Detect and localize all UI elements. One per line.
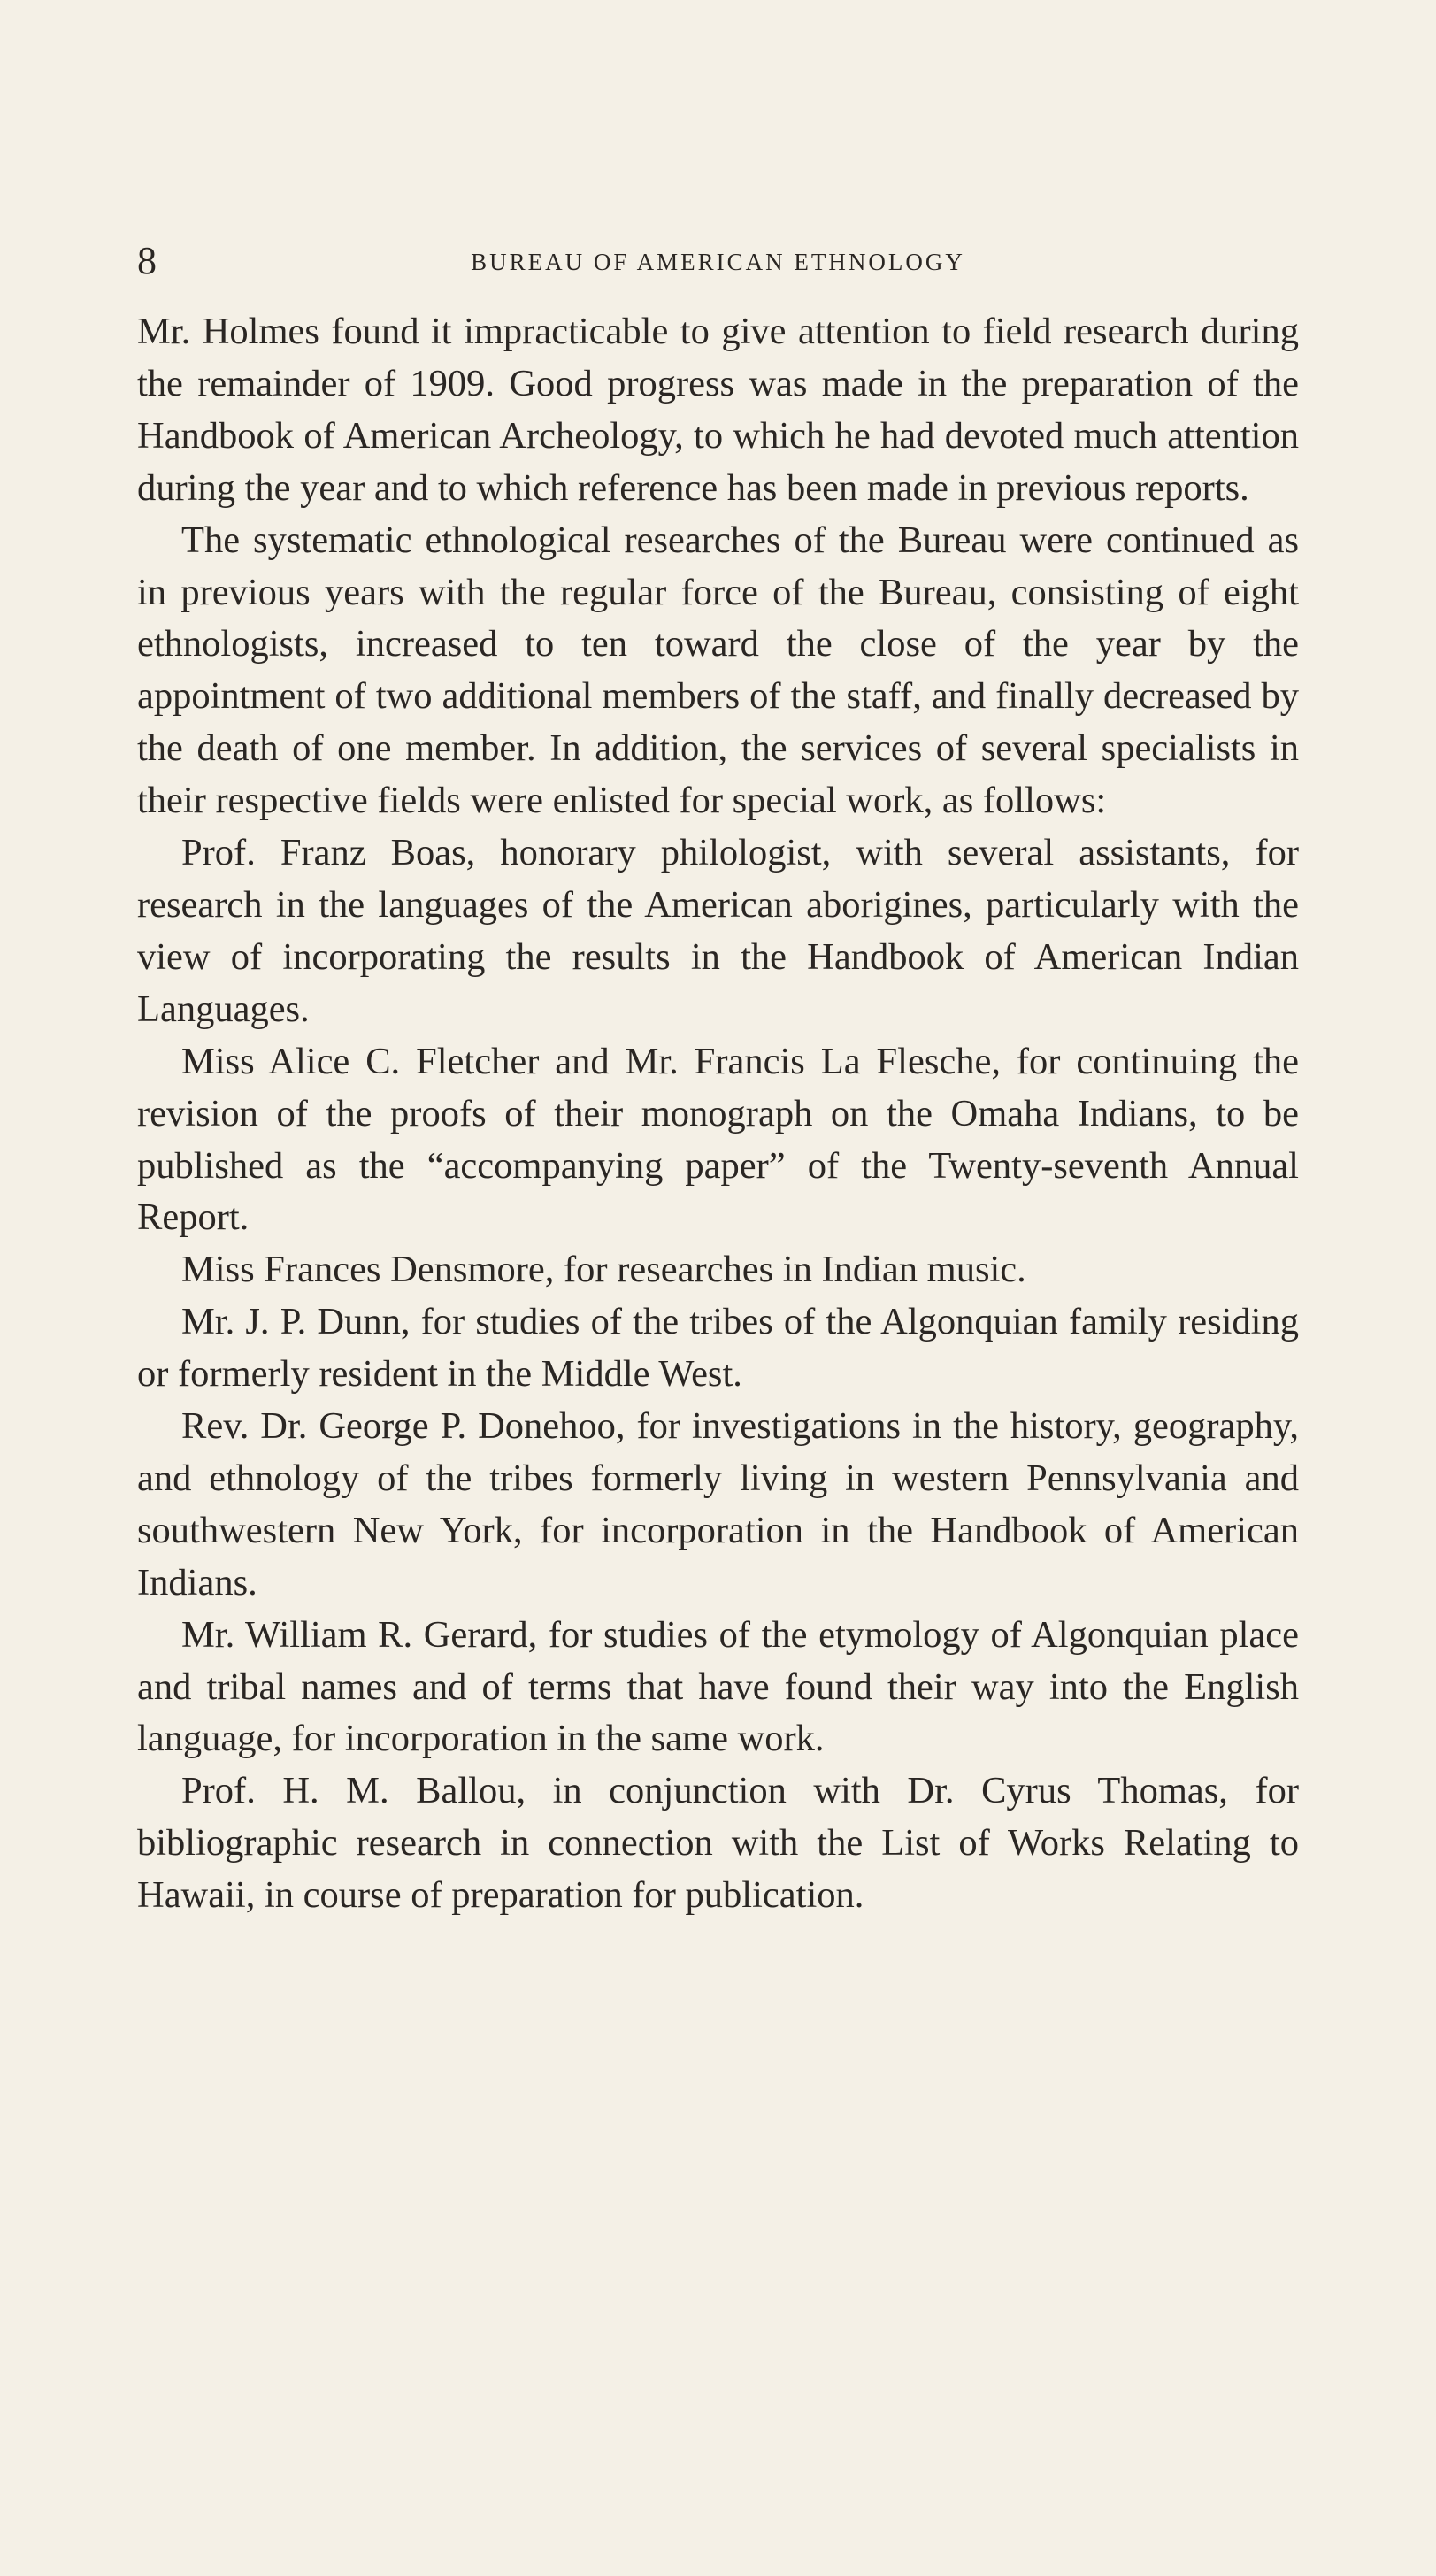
running-title: BUREAU OF AMERICAN ETHNOLOGY (471, 249, 965, 275)
page-number: 8 (137, 239, 157, 282)
paragraph-hm-ballou: Prof. H. M. Ballou, in conjunction with Dr. Cyrus Thomas, for bibliographic research in connection with the List of Works Relating to Hawaii, in course of preparation for publication. (137, 1770, 1299, 1917)
paragraph-holmes-report: Mr. Holmes found it impracticable to give attention to field research during the remainder of 1909. Good progress was made in the preparation of the Handbook of American Archeology, to which he had devoted much attention during the year and to which reference has been made in previous reports. (137, 311, 1299, 509)
paragraph-jp-dunn: Mr. J. P. Dunn, for studies of the tribes of the Algonquian family residing or formerly resident in the Middle West. (137, 1301, 1299, 1396)
paragraph-fletcher-la-flesche: Miss Alice C. Fletcher and Mr. Francis La Flesche, for continuing the revision of the proofs of their monograph on the Omaha Indians, to be published as the “accompanying paper” of the Twenty-seventh Annual Report. (137, 1040, 1299, 1239)
paragraph-systematic-researches: The systematic ethnological researches of the Bureau were continued as in previous years with the regular force of the Bureau, consisting of eight ethnologists, increased to ten toward the close of the year by the appointment of two additional members of the staff, and finally decreased by the death of one member. In addition, the services of several specialists in their respective fields were enlisted for special work, as follows: (137, 519, 1299, 822)
paragraph-frances-densmore: Miss Frances Densmore, for researches in Indian music. (181, 1249, 1026, 1291)
running-head (137, 239, 1299, 283)
paragraph-donehoo: Rev. Dr. George P. Donehoo, for investigations in the history, geography, and ethnology of the tribes formerly living in western Pennsylvania and southwestern New York, for incorporation in the Handbook of American Indians. (137, 1405, 1299, 1603)
body-text (137, 306, 1299, 1922)
paragraph-william-gerard: Mr. William R. Gerard, for studies of the etymology of Algonquian place and tribal names and of terms that have found their way into the English language, for incorporation in the same work. (137, 1613, 1299, 1760)
paragraph-franz-boas: Prof. Franz Boas, honorary philologist, with several assistants, for research in the languages of the American aborigines, particularly with the view of incorporating the results in the Handbook of American Indian Languages. (137, 832, 1299, 1030)
